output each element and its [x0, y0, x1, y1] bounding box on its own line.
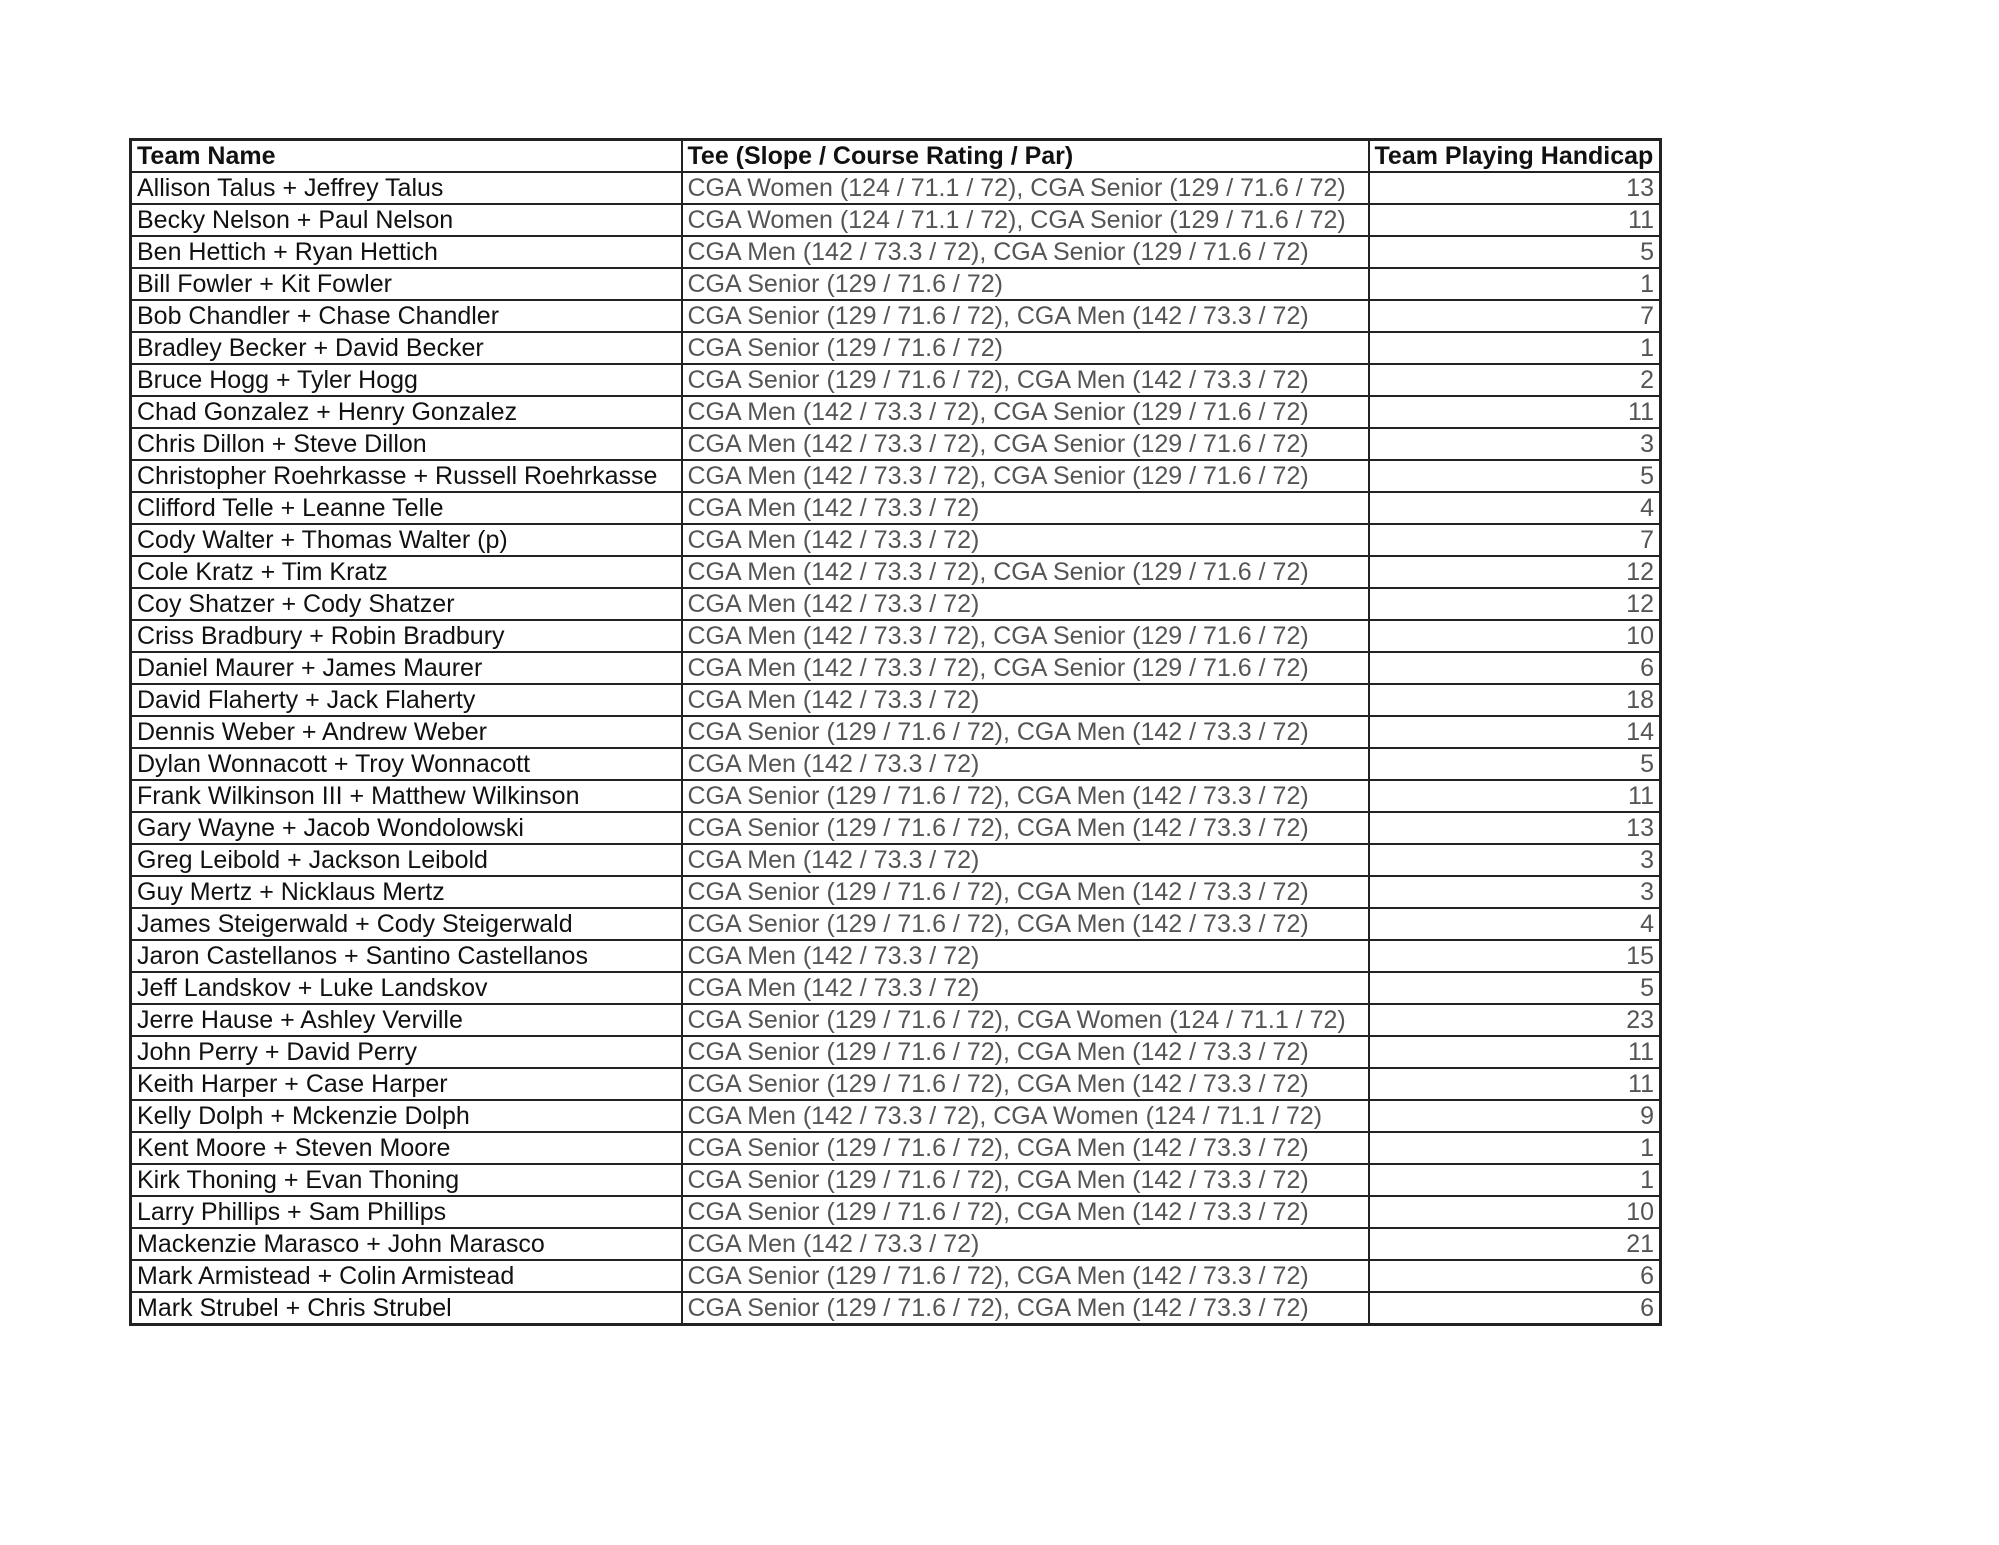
tee-cell: CGA Men (142 / 73.3 / 72), CGA Senior (129 / 71.6 / 72): [682, 236, 1369, 268]
handicap-cell: 10: [1369, 1196, 1661, 1228]
table-row: [131, 1100, 1661, 1132]
tee-cell: CGA Senior (129 / 71.6 / 72), CGA Men (142 / 73.3 / 72): [682, 1260, 1369, 1292]
table-row: [131, 972, 1661, 1004]
team-name-cell: Larry Phillips + Sam Phillips: [131, 1196, 682, 1228]
team-name-cell: Kelly Dolph + Mckenzie Dolph: [131, 1100, 682, 1132]
team-name-cell: Cole Kratz + Tim Kratz: [131, 556, 682, 588]
table-row: [131, 588, 1661, 620]
tee-cell: CGA Senior (129 / 71.6 / 72), CGA Men (142 / 73.3 / 72): [682, 1068, 1369, 1100]
team-name-cell: Coy Shatzer + Cody Shatzer: [131, 588, 682, 620]
table-row: [131, 940, 1661, 972]
team-name-cell: Greg Leibold + Jackson Leibold: [131, 844, 682, 876]
tee-cell: CGA Men (142 / 73.3 / 72): [682, 972, 1369, 1004]
team-name-cell: Gary Wayne + Jacob Wondolowski: [131, 812, 682, 844]
table-row: [131, 1292, 1661, 1325]
handicap-cell: 13: [1369, 172, 1661, 204]
handicap-cell: 11: [1369, 1036, 1661, 1068]
team-name-cell: Chad Gonzalez + Henry Gonzalez: [131, 396, 682, 428]
handicap-cell: 11: [1369, 204, 1661, 236]
team-name-cell: Mackenzie Marasco + John Marasco: [131, 1228, 682, 1260]
handicap-cell: 11: [1369, 1068, 1661, 1100]
handicap-cell: 23: [1369, 1004, 1661, 1036]
handicap-cell: 6: [1369, 652, 1661, 684]
table-row: [131, 684, 1661, 716]
tee-cell: CGA Men (142 / 73.3 / 72), CGA Senior (129 / 71.6 / 72): [682, 396, 1369, 428]
tee-cell: CGA Men (142 / 73.3 / 72): [682, 492, 1369, 524]
table-row: [131, 716, 1661, 748]
handicap-table: [129, 138, 1662, 1326]
header-row: [131, 140, 1661, 173]
team-name-cell: Jeff Landskov + Luke Landskov: [131, 972, 682, 1004]
tee-cell: CGA Men (142 / 73.3 / 72), CGA Senior (129 / 71.6 / 72): [682, 460, 1369, 492]
handicap-cell: 11: [1369, 780, 1661, 812]
table-row: [131, 396, 1661, 428]
table-body: [131, 172, 1661, 1325]
tee-cell: CGA Men (142 / 73.3 / 72), CGA Senior (129 / 71.6 / 72): [682, 620, 1369, 652]
handicap-cell: 5: [1369, 460, 1661, 492]
handicap-cell: 15: [1369, 940, 1661, 972]
table-row: [131, 524, 1661, 556]
tee-cell: CGA Men (142 / 73.3 / 72), CGA Senior (129 / 71.6 / 72): [682, 556, 1369, 588]
team-name-cell: Chris Dillon + Steve Dillon: [131, 428, 682, 460]
tee-cell: CGA Senior (129 / 71.6 / 72), CGA Men (142 / 73.3 / 72): [682, 364, 1369, 396]
tee-cell: CGA Senior (129 / 71.6 / 72), CGA Men (142 / 73.3 / 72): [682, 780, 1369, 812]
table-row: [131, 236, 1661, 268]
tee-cell: CGA Men (142 / 73.3 / 72): [682, 524, 1369, 556]
handicap-cell: 5: [1369, 748, 1661, 780]
table-row: [131, 1004, 1661, 1036]
tee-cell: CGA Senior (129 / 71.6 / 72), CGA Men (142 / 73.3 / 72): [682, 1164, 1369, 1196]
table-row: [131, 1164, 1661, 1196]
table-row: [131, 1068, 1661, 1100]
handicap-cell: 6: [1369, 1260, 1661, 1292]
handicap-cell: 13: [1369, 812, 1661, 844]
handicap-cell: 1: [1369, 1132, 1661, 1164]
tee-cell: CGA Senior (129 / 71.6 / 72): [682, 332, 1369, 364]
tee-cell: CGA Senior (129 / 71.6 / 72): [682, 268, 1369, 300]
handicap-cell: 3: [1369, 876, 1661, 908]
team-name-cell: Bruce Hogg + Tyler Hogg: [131, 364, 682, 396]
table-row: [131, 428, 1661, 460]
tee-cell: CGA Senior (129 / 71.6 / 72), CGA Men (142 / 73.3 / 72): [682, 1132, 1369, 1164]
team-name-cell: Criss Bradbury + Robin Bradbury: [131, 620, 682, 652]
tee-cell: CGA Men (142 / 73.3 / 72): [682, 748, 1369, 780]
tee-cell: CGA Men (142 / 73.3 / 72): [682, 588, 1369, 620]
team-name-cell: Bill Fowler + Kit Fowler: [131, 268, 682, 300]
team-name-cell: Kent Moore + Steven Moore: [131, 1132, 682, 1164]
team-name-cell: Jaron Castellanos + Santino Castellanos: [131, 940, 682, 972]
tee-cell: CGA Men (142 / 73.3 / 72), CGA Women (124 / 71.1 / 72): [682, 1100, 1369, 1132]
table-row: [131, 460, 1661, 492]
table-row: [131, 364, 1661, 396]
tee-cell: CGA Women (124 / 71.1 / 72), CGA Senior (129 / 71.6 / 72): [682, 204, 1369, 236]
table-row: [131, 780, 1661, 812]
tee-cell: CGA Men (142 / 73.3 / 72): [682, 1228, 1369, 1260]
team-name-cell: Mark Armistead + Colin Armistead: [131, 1260, 682, 1292]
handicap-cell: 5: [1369, 972, 1661, 1004]
tee-cell: CGA Senior (129 / 71.6 / 72), CGA Men (142 / 73.3 / 72): [682, 876, 1369, 908]
handicap-cell: 5: [1369, 236, 1661, 268]
handicap-cell: 10: [1369, 620, 1661, 652]
team-name-cell: Mark Strubel + Chris Strubel: [131, 1292, 682, 1325]
table-row: [131, 876, 1661, 908]
table-row: [131, 556, 1661, 588]
handicap-cell: 18: [1369, 684, 1661, 716]
handicap-cell: 1: [1369, 1164, 1661, 1196]
tee-cell: CGA Senior (129 / 71.6 / 72), CGA Men (142 / 73.3 / 72): [682, 1292, 1369, 1325]
handicap-cell: 12: [1369, 556, 1661, 588]
tee-cell: CGA Men (142 / 73.3 / 72), CGA Senior (129 / 71.6 / 72): [682, 428, 1369, 460]
handicap-cell: 7: [1369, 524, 1661, 556]
team-name-cell: Jerre Hause + Ashley Verville: [131, 1004, 682, 1036]
handicap-cell: 9: [1369, 1100, 1661, 1132]
handicap-cell: 4: [1369, 492, 1661, 524]
tee-cell: CGA Senior (129 / 71.6 / 72), CGA Men (142 / 73.3 / 72): [682, 1036, 1369, 1068]
table-row: [131, 1196, 1661, 1228]
tee-cell: CGA Men (142 / 73.3 / 72): [682, 940, 1369, 972]
header-team-name: Team Name: [131, 140, 682, 173]
table-row: [131, 204, 1661, 236]
handicap-cell: 1: [1369, 268, 1661, 300]
tee-cell: CGA Senior (129 / 71.6 / 72), CGA Men (142 / 73.3 / 72): [682, 812, 1369, 844]
team-name-cell: James Steigerwald + Cody Steigerwald: [131, 908, 682, 940]
handicap-cell: 3: [1369, 428, 1661, 460]
team-name-cell: Dylan Wonnacott + Troy Wonnacott: [131, 748, 682, 780]
team-name-cell: Ben Hettich + Ryan Hettich: [131, 236, 682, 268]
team-name-cell: Becky Nelson + Paul Nelson: [131, 204, 682, 236]
handicap-cell: 4: [1369, 908, 1661, 940]
tee-cell: CGA Women (124 / 71.1 / 72), CGA Senior (129 / 71.6 / 72): [682, 172, 1369, 204]
table-row: [131, 332, 1661, 364]
handicap-cell: 21: [1369, 1228, 1661, 1260]
table-row: [131, 172, 1661, 204]
team-name-cell: Bob Chandler + Chase Chandler: [131, 300, 682, 332]
tee-cell: CGA Senior (129 / 71.6 / 72), CGA Men (142 / 73.3 / 72): [682, 908, 1369, 940]
tee-cell: CGA Men (142 / 73.3 / 72): [682, 844, 1369, 876]
team-name-cell: Allison Talus + Jeffrey Talus: [131, 172, 682, 204]
header-handicap: Team Playing Handicap: [1369, 140, 1661, 173]
table-row: [131, 844, 1661, 876]
team-name-cell: Cody Walter + Thomas Walter (p): [131, 524, 682, 556]
handicap-cell: 6: [1369, 1292, 1661, 1325]
table-row: [131, 1036, 1661, 1068]
table-row: [131, 908, 1661, 940]
team-name-cell: Clifford Telle + Leanne Telle: [131, 492, 682, 524]
table-row: [131, 1132, 1661, 1164]
table-row: [131, 620, 1661, 652]
tee-cell: CGA Senior (129 / 71.6 / 72), CGA Men (142 / 73.3 / 72): [682, 300, 1369, 332]
handicap-cell: 2: [1369, 364, 1661, 396]
tee-cell: CGA Men (142 / 73.3 / 72), CGA Senior (129 / 71.6 / 72): [682, 652, 1369, 684]
team-name-cell: Dennis Weber + Andrew Weber: [131, 716, 682, 748]
team-name-cell: Guy Mertz + Nicklaus Mertz: [131, 876, 682, 908]
table-row: [131, 268, 1661, 300]
team-name-cell: Keith Harper + Case Harper: [131, 1068, 682, 1100]
tee-cell: CGA Senior (129 / 71.6 / 72), CGA Men (142 / 73.3 / 72): [682, 1196, 1369, 1228]
tee-cell: CGA Senior (129 / 71.6 / 72), CGA Women (124 / 71.1 / 72): [682, 1004, 1369, 1036]
table-row: [131, 812, 1661, 844]
table-row: [131, 1260, 1661, 1292]
table-row: [131, 748, 1661, 780]
table-row: [131, 300, 1661, 332]
team-name-cell: Frank Wilkinson III + Matthew Wilkinson: [131, 780, 682, 812]
table-row: [131, 492, 1661, 524]
handicap-cell: 7: [1369, 300, 1661, 332]
team-name-cell: John Perry + David Perry: [131, 1036, 682, 1068]
handicap-cell: 1: [1369, 332, 1661, 364]
team-name-cell: Bradley Becker + David Becker: [131, 332, 682, 364]
team-name-cell: Daniel Maurer + James Maurer: [131, 652, 682, 684]
handicap-cell: 3: [1369, 844, 1661, 876]
handicap-cell: 11: [1369, 396, 1661, 428]
tee-cell: CGA Men (142 / 73.3 / 72): [682, 684, 1369, 716]
team-name-cell: Christopher Roehrkasse + Russell Roehrkasse: [131, 460, 682, 492]
table-row: [131, 652, 1661, 684]
handicap-cell: 14: [1369, 716, 1661, 748]
header-tee: Tee (Slope / Course Rating / Par): [682, 140, 1369, 173]
handicap-cell: 12: [1369, 588, 1661, 620]
team-name-cell: David Flaherty + Jack Flaherty: [131, 684, 682, 716]
tee-cell: CGA Senior (129 / 71.6 / 72), CGA Men (142 / 73.3 / 72): [682, 716, 1369, 748]
team-name-cell: Kirk Thoning + Evan Thoning: [131, 1164, 682, 1196]
table-row: [131, 1228, 1661, 1260]
